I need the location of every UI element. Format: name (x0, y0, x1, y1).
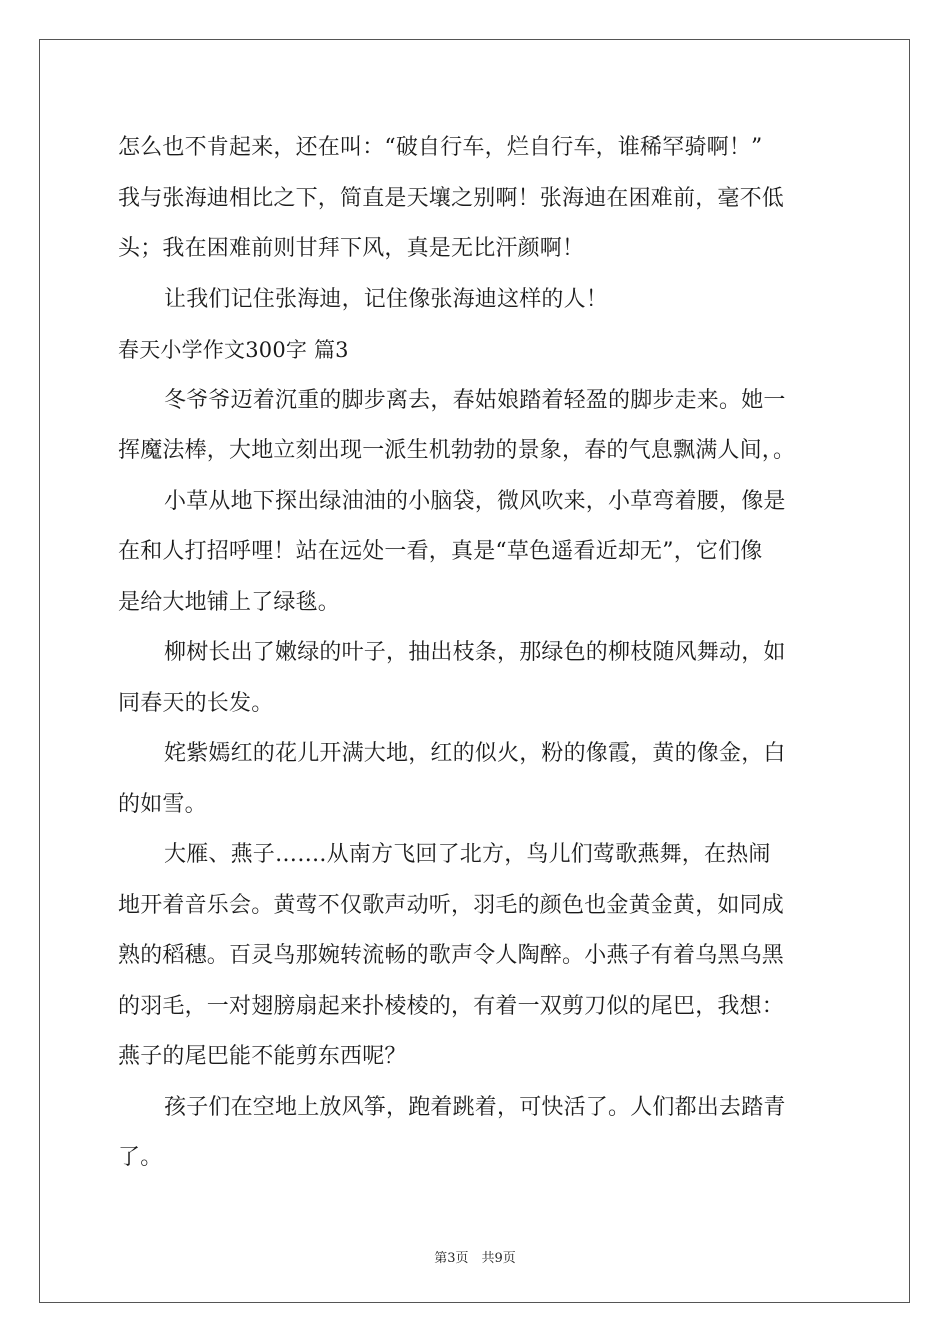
text-line: 孩子们在空地上放风筝，跑着跳着，可快活了。人们都出去踏青 (164, 1094, 786, 1120)
text-line: 的羽毛，一对翅膀扇起来扑棱棱的，有着一双剪刀似的尾巴，我想： (118, 993, 785, 1019)
text-line: 燕子的尾巴能不能剪东西呢？ (118, 1044, 407, 1069)
text-line: 冬爷爷迈着沉重的脚步离去，春姑娘踏着轻盈的脚步走来。她一 (164, 387, 786, 413)
text-line: 挥魔法棒，大地立刻出现一派生机勃勃的景象，春的气息飘满人间，。 (118, 438, 796, 463)
text-line: 小草从地下探出绿油油的小脑袋，微风吹来，小草弯着腰，像是 (164, 488, 786, 514)
text-line: 大雁、燕子…….从南方飞回了北方，鸟儿们莺歌燕舞，在热闹 (164, 842, 771, 867)
text-line: 在和人打招呼哩！站在远处一看，真是“草色遥看近却无”，它们像 (118, 539, 763, 564)
text-line: 是给大地铺上了绿毯。 (118, 589, 341, 615)
text-line: 让我们记住张海迪，记住像张海迪这样的人！ (164, 286, 609, 312)
text-line: 熟的稻穗。百灵鸟那婉转流畅的歌声令人陶醉。小燕子有着乌黑乌黑 (118, 943, 785, 968)
page-number-footer: 第3页 共9页 (434, 1251, 516, 1266)
text-line: 我与张海迪相比之下，简直是天壤之别啊！张海迪在困难前，毫不低 (118, 185, 785, 211)
text-line: 地开着音乐会。黄莺不仅歌声动听，羽毛的颜色也金黄金黄，如同成 (118, 892, 785, 918)
text-line: 头；我在困难前则甘拜下风，真是无比汗颜啊！ (118, 236, 585, 261)
text-line: 姹紫嫣红的花儿开满大地，红的似火，粉的像霞，黄的像金，白 (164, 741, 786, 766)
text-line: 同春天的长发。 (118, 690, 274, 716)
document-body (118, 123, 834, 1184)
text-line: 了。 (118, 1145, 163, 1170)
section-heading: 春天小学作文300字 篇3 (118, 338, 349, 362)
text-line: 的如雪。 (118, 791, 207, 817)
text-line: 怎么也不肯起来，还在叫：“破自行车，烂自行车，谁稀罕骑啊！” (118, 135, 763, 160)
text-line: 柳树长出了嫩绿的叶子，抽出枝条，那绿色的柳枝随风舞动，如 (164, 640, 786, 665)
